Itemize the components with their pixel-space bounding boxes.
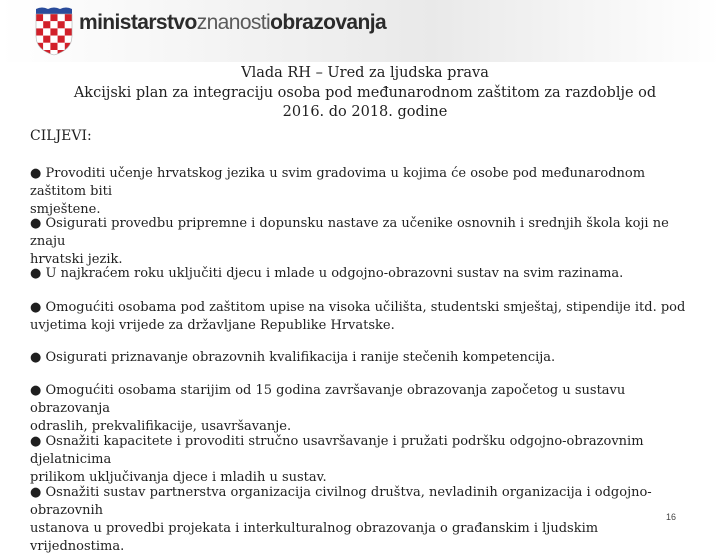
goal-text-line1: Osnažiti kapacitete i provoditi stručno usavršavanje i pružati podršku odgojno-obrazovnim djelatnicima xyxy=(30,434,644,467)
crest-square xyxy=(43,21,50,28)
goal-text-line1: Omogućiti osobama starijim od 15 godina završavanje obrazovanja započetog u sustavu obrazovanja xyxy=(30,383,626,416)
bullet-icon: ● xyxy=(30,166,42,181)
crest-square xyxy=(36,28,43,35)
crest-square xyxy=(50,43,57,50)
title-line-1: Vlada RH – Ured za ljudska prava xyxy=(241,65,489,81)
section-label-ciljevi: CILJEVI: xyxy=(30,128,92,144)
crest-square xyxy=(50,21,57,28)
goal-item xyxy=(30,433,695,487)
goal-item xyxy=(30,265,695,283)
crest-square xyxy=(58,21,65,28)
crest-square xyxy=(43,43,50,50)
crest-square xyxy=(58,28,65,35)
logo-text-znanosti: znanosti xyxy=(196,11,271,34)
ministry-logo xyxy=(34,6,386,56)
goal-text-line1: Provoditi učenje hrvatskog jezika u svim gradovima u kojima će osobe pod međunarodnom zaštitom biti xyxy=(30,166,646,199)
goal-item xyxy=(30,215,695,269)
goal-item xyxy=(30,349,695,367)
croatian-coat-of-arms-icon xyxy=(34,6,74,56)
goal-item xyxy=(30,484,695,556)
goal-text-line1: Omogućiti osobama pod zaštitom upise na visoka učilišta, studentski smještaj, stipendije itd. pod xyxy=(45,300,686,315)
goal-item xyxy=(30,165,695,219)
goal-text-line1: Osigurati priznavanje obrazovnih kvalifikacija i ranije stečenih kompetencija. xyxy=(45,350,556,365)
goal-text-line1: Osigurati provedbu pripremne i dopunsku nastave za učenike osnovnih i srednjih škola koji ne znaju xyxy=(30,216,669,249)
goal-text-line2: ustanova u provedbi projekata i interkulturalnog obrazovanja o građanskim i ljudskim vrijednostima. xyxy=(30,521,599,554)
crest-square xyxy=(36,14,43,21)
goal-item xyxy=(30,299,695,335)
title-line-3: 2016. do 2018. godine xyxy=(282,104,448,120)
bullet-icon: ● xyxy=(30,300,42,315)
crest-square xyxy=(43,28,50,35)
crest-square xyxy=(65,14,72,21)
crest-square xyxy=(43,36,50,43)
goal-text-line1: Osnažiti sustav partnerstva organizacija civilnog društva, nevladinih organizacija i odgojno-obrazovnih xyxy=(30,485,652,518)
crest-square xyxy=(65,50,72,56)
title-line-2: Akcijski plan za integraciju osoba pod međunarodnom zaštitom za razdoblje od xyxy=(73,84,657,101)
crest-square xyxy=(36,50,43,56)
slide-header xyxy=(0,0,720,62)
crest-square xyxy=(50,36,57,43)
goal-item xyxy=(30,382,695,436)
goal-text-line2: smještene. xyxy=(30,202,101,217)
bullet-icon: ● xyxy=(30,266,42,281)
bullet-icon: ● xyxy=(30,216,42,231)
goal-text-line2: odraslih, prekvalifikacije, usavršavanje. xyxy=(30,419,292,434)
bullet-icon: ● xyxy=(30,434,42,449)
crest-square xyxy=(65,28,72,35)
logo-text-obrazovanja: obrazovanja xyxy=(270,11,387,34)
crest-square xyxy=(50,28,57,35)
goal-text-line2: uvjetima koji vrijede za državljane Republike Hrvatske. xyxy=(30,318,395,333)
crest-square xyxy=(36,21,43,28)
page-number: 16 xyxy=(666,512,677,522)
crest-square xyxy=(58,14,65,21)
goal-text-line1: U najkraćem roku uključiti djecu i mlade u odgojno-obrazovni sustav na svim razinama. xyxy=(45,266,624,281)
ministry-wordmark xyxy=(79,10,386,36)
crest-square xyxy=(65,21,72,28)
goal-text-line2: hrvatski jezik. xyxy=(30,252,123,267)
crest-square xyxy=(50,14,57,21)
goal-text-line2: prilikom uključivanja djece i mladih u sustav. xyxy=(30,470,327,485)
crest-square xyxy=(58,43,65,50)
bullet-icon: ● xyxy=(30,383,42,398)
logo-text-ministarstvo: ministarstvo xyxy=(79,11,197,34)
bullet-icon: ● xyxy=(30,485,42,500)
crest-square xyxy=(58,36,65,43)
crest-square xyxy=(43,14,50,21)
bullet-icon: ● xyxy=(30,350,42,365)
slide-title xyxy=(20,64,710,123)
